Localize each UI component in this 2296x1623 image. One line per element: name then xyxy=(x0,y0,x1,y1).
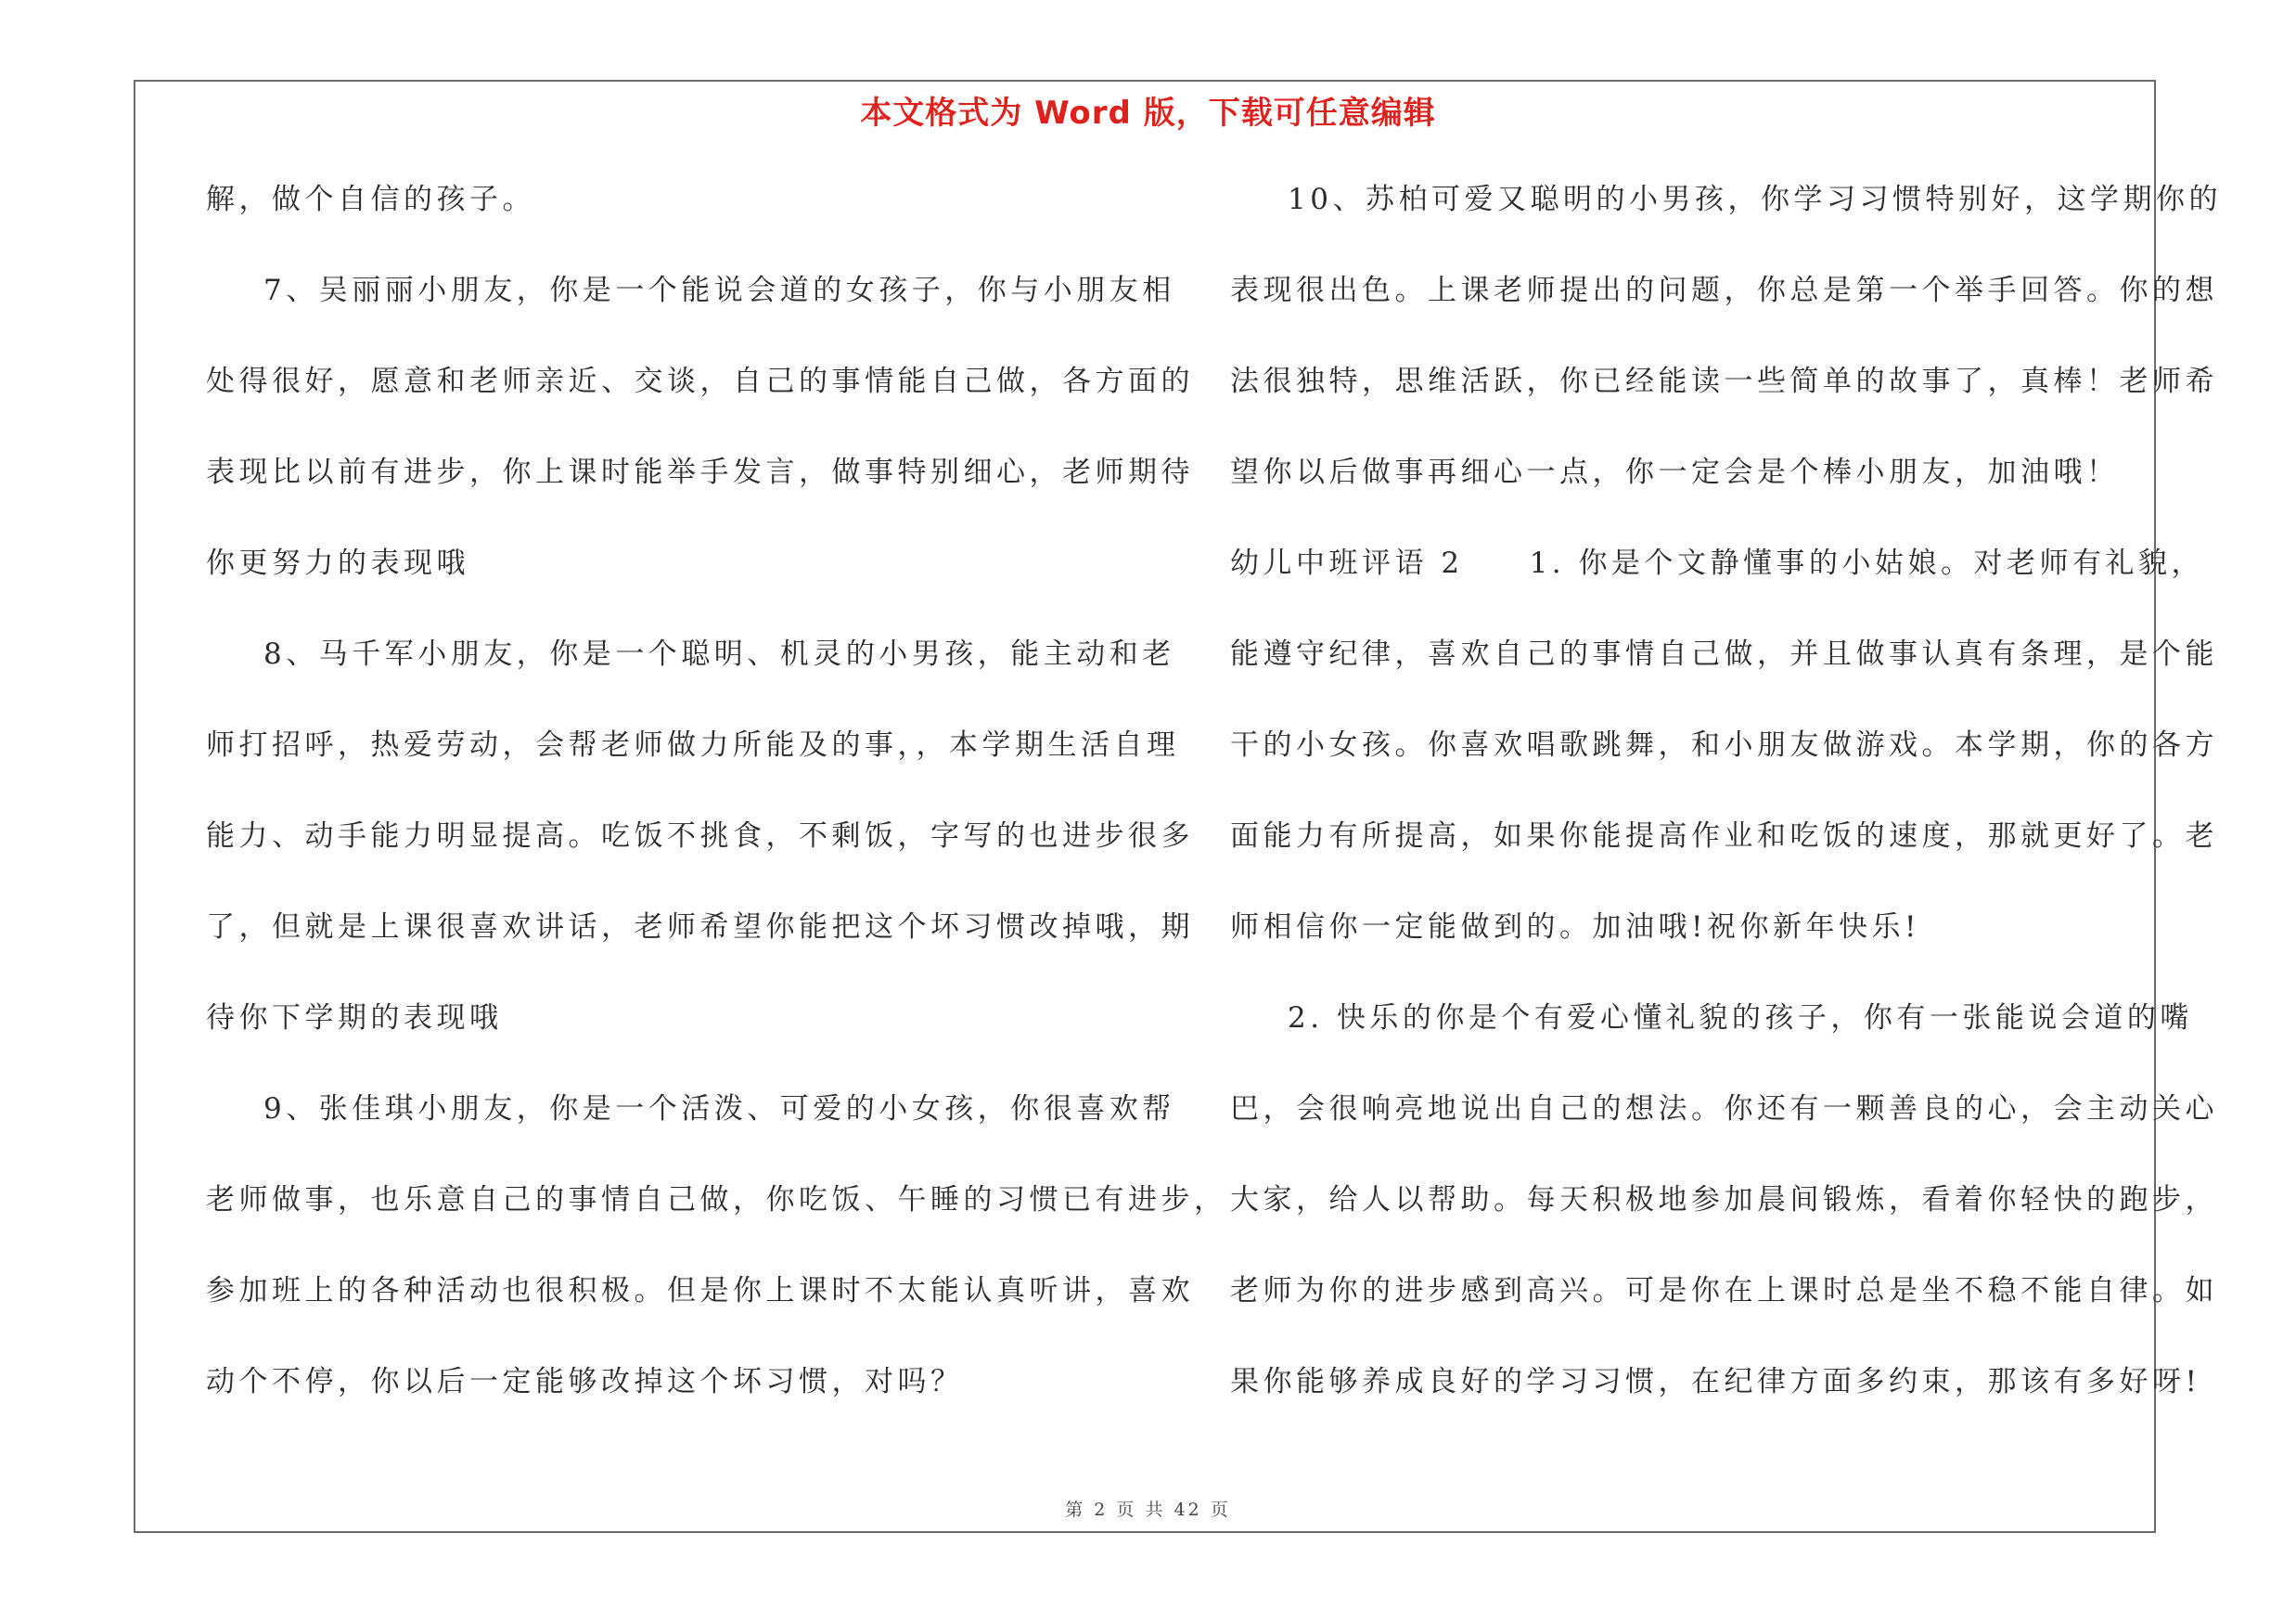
text-line: 处得很好，愿意和老师亲近、交谈，自己的事情能自己做，各方面的 xyxy=(206,365,1194,398)
text-line: 师相信你一定能做到的。加油哦!祝你新年快乐! xyxy=(1230,910,1920,944)
text-line: 7、吴丽丽小朋友，你是一个能说会道的女孩子，你与小朋友相 xyxy=(263,274,1175,307)
text-line: 8、马千军小朋友，你是一个聪明、机灵的小男孩，能主动和老 xyxy=(263,638,1175,671)
text-line: 幼儿中班评语 2 1. 你是个文静懂事的小姑娘。对老师有礼貌， xyxy=(1230,547,2205,580)
text-line: 动个不停，你以后一定能够改掉这个坏习惯，对吗？ xyxy=(206,1365,964,1398)
text-line: 表现比以前有进步，你上课时能举手发言，做事特别细心，老师期待 xyxy=(206,456,1194,489)
text-line: 果你能够养成良好的学习习惯，在纪律方面多约束，那该有多好呀! xyxy=(1230,1365,2201,1398)
text-line: 10、苏柏可爱又聪明的小男孩，你学习习惯特别好，这学期你的 xyxy=(1288,183,2222,216)
text-line: 法很独特，思维活跃，你已经能读一些简单的故事了，真棒！老师希 xyxy=(1230,365,2218,398)
page-number: 第 2 页 共 42 页 xyxy=(1065,1500,1231,1520)
text-line: 参加班上的各种活动也很积极。但是你上课时不太能认真听讲，喜欢 xyxy=(206,1274,1194,1307)
text-line: 2. 快乐的你是个有爱心懂礼貌的孩子，你有一张能说会道的嘴 xyxy=(1288,1001,2193,1035)
text-line: 望你以后做事再细心一点，你一定会是个棒小朋友，加油哦！ xyxy=(1230,456,2120,489)
text-line: 老师为你的进步感到高兴。可是你在上课时总是坐不稳不能自律。如 xyxy=(1230,1274,2218,1307)
text-line: 解，做个自信的孩子。 xyxy=(206,183,535,216)
text-line: 能遵守纪律，喜欢自己的事情自己做，并且做事认真有条理，是个能 xyxy=(1230,638,2218,671)
text-line: 大家，给人以帮助。每天积极地参加晨间锻炼，看着你轻快的跑步， xyxy=(1230,1183,2218,1217)
text-line: 表现很出色。上课老师提出的问题，你总是第一个举手回答。你的想 xyxy=(1230,274,2218,307)
text-line: 能力、动手能力明显提高。吃饭不挑食，不剩饭，字写的也进步很多 xyxy=(206,819,1194,853)
text-line: 你更努力的表现哦 xyxy=(206,547,469,580)
text-line: 了，但就是上课很喜欢讲话，老师希望你能把这个坏习惯改掉哦，期 xyxy=(206,910,1194,944)
text-line: 巴，会很响亮地说出自己的想法。你还有一颗善良的心，会主动关心 xyxy=(1230,1092,2218,1126)
text-line: 待你下学期的表现哦 xyxy=(206,1001,503,1035)
text-line: 9、张佳琪小朋友，你是一个活泼、可爱的小女孩，你很喜欢帮 xyxy=(263,1092,1175,1126)
text-line: 老师做事，也乐意自己的事情自己做，你吃饭、午睡的习惯已有进步， xyxy=(206,1183,1227,1217)
document-header-notice: 本文格式为 Word 版，下载可任意编辑 xyxy=(860,95,1436,132)
text-line: 面能力有所提高，如果你能提高作业和吃饭的速度，那就更好了。老 xyxy=(1230,819,2218,853)
text-line: 干的小女孩。你喜欢唱歌跳舞，和小朋友做游戏。本学期，你的各方 xyxy=(1230,728,2218,762)
text-line: 师打招呼，热爱劳动，会帮老师做力所能及的事，，本学期生活自理 xyxy=(206,728,1180,762)
